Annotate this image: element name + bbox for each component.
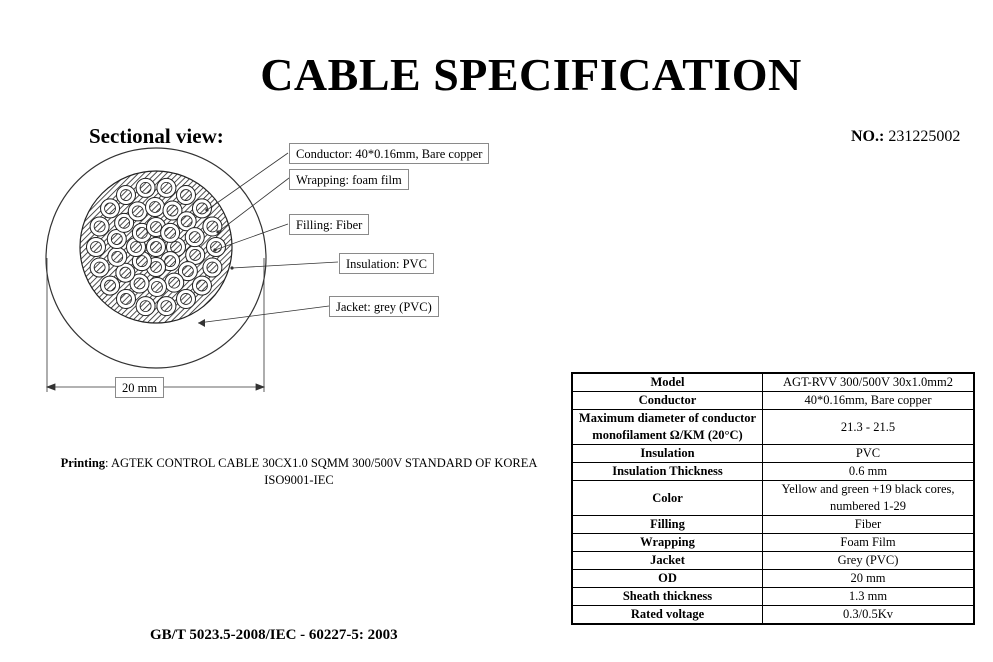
- core-conductor: [119, 217, 130, 228]
- core-conductor: [169, 277, 180, 288]
- core-conductor: [140, 301, 151, 312]
- core-conductor: [207, 221, 218, 232]
- core-conductor: [181, 216, 192, 227]
- document-number: [851, 128, 960, 146]
- spec-value: Yellow and green +19 black cores, numbered 1-29: [763, 481, 975, 516]
- spec-row: [572, 463, 974, 481]
- spec-value: 1.3 mm: [763, 588, 975, 606]
- core-conductor: [121, 190, 132, 201]
- spec-value: 21.3 - 21.5: [763, 410, 975, 445]
- spec-row: [572, 373, 974, 392]
- spec-row: [572, 445, 974, 463]
- core-conductor: [136, 227, 147, 238]
- spec-value: 0.6 mm: [763, 463, 975, 481]
- core-conductor: [112, 251, 123, 262]
- core-conductor: [190, 249, 201, 260]
- spec-value: AGT-RVV 300/500V 30x1.0mm2: [763, 373, 975, 392]
- dimension-label: 20 mm: [115, 377, 164, 398]
- callout-insulation: Insulation: PVC: [339, 253, 434, 274]
- printing-note: [40, 455, 558, 489]
- callout-filling: Filling: Fiber: [289, 214, 369, 235]
- core-conductor: [182, 266, 193, 277]
- core-conductor: [111, 234, 122, 245]
- spec-row: [572, 606, 974, 625]
- spec-key: Sheath thickness: [572, 588, 763, 606]
- core-conductor: [91, 242, 102, 253]
- spec-key: Color: [572, 481, 763, 516]
- spec-row: [572, 588, 974, 606]
- core-conductor: [151, 281, 162, 292]
- core-conductor: [181, 293, 192, 304]
- core-conductor: [134, 278, 145, 289]
- spec-value: 20 mm: [763, 570, 975, 588]
- spec-key: Jacket: [572, 552, 763, 570]
- core-conductor: [189, 232, 200, 243]
- core-conductor: [136, 256, 147, 267]
- spec-key: Insulation: [572, 445, 763, 463]
- sectional-view-heading: Sectional view:: [89, 124, 224, 148]
- core-conductor: [105, 280, 116, 291]
- printing-label: Printing: [60, 456, 106, 470]
- document-number-label: NO.:: [851, 128, 885, 145]
- spec-key: Rated voltage: [572, 606, 763, 625]
- core-conductor: [161, 301, 172, 312]
- spec-key: Insulation Thickness: [572, 463, 763, 481]
- spec-value: Foam Film: [763, 534, 975, 552]
- core-conductor: [165, 227, 176, 238]
- core-conductor: [196, 203, 207, 214]
- core-conductor: [181, 190, 192, 201]
- core-conductor: [94, 221, 105, 232]
- core-conductor: [121, 293, 132, 304]
- core-conductor: [165, 256, 176, 267]
- core-conductor: [151, 262, 162, 273]
- callout-jacket: Jacket: grey (PVC): [329, 296, 439, 317]
- spec-value: 40*0.16mm, Bare copper: [763, 392, 975, 410]
- spec-row: [572, 516, 974, 534]
- standard-reference: GB/T 5023.5-2008/IEC - 60227-5: 2003: [150, 627, 398, 643]
- core-conductor: [120, 267, 131, 278]
- spec-row: [572, 410, 974, 445]
- callout-conductor: Conductor: 40*0.16mm, Bare copper: [289, 143, 489, 164]
- core-conductor: [171, 242, 182, 253]
- page-title: CABLE SPECIFICATION: [260, 49, 802, 100]
- spec-value: 0.3/0.5Kv: [763, 606, 975, 625]
- printing-text: : AGTEK CONTROL CABLE 30CX1.0 SQMM 300/500V STANDARD OF KOREA ISO9001-IEC: [105, 456, 538, 487]
- core-conductor: [161, 182, 172, 193]
- spec-row: [572, 552, 974, 570]
- cable-cross-section-drawing: [0, 0, 560, 420]
- core-conductor: [196, 280, 207, 291]
- core-conductor: [151, 242, 162, 253]
- spec-row: [572, 534, 974, 552]
- callout-wrapping: Wrapping: foam film: [289, 169, 409, 190]
- spec-value: Grey (PVC): [763, 552, 975, 570]
- core-conductor: [140, 182, 151, 193]
- core-conductor: [94, 262, 105, 273]
- spec-table: [571, 372, 975, 625]
- core-conductor: [150, 202, 161, 213]
- spec-value: PVC: [763, 445, 975, 463]
- core-conductor: [207, 262, 218, 273]
- spec-key: OD: [572, 570, 763, 588]
- core-conductor: [167, 205, 178, 216]
- spec-key: Model: [572, 373, 763, 392]
- spec-key: Conductor: [572, 392, 763, 410]
- spec-row: [572, 481, 974, 516]
- core-conductor: [151, 222, 162, 233]
- core-conductor: [131, 242, 142, 253]
- spec-key: Wrapping: [572, 534, 763, 552]
- spec-key: Filling: [572, 516, 763, 534]
- core-conductor: [105, 203, 116, 214]
- document-number-value: 231225002: [888, 128, 961, 145]
- spec-row: [572, 392, 974, 410]
- spec-key: Maximum diameter of conductor monofilament Ω/KM (20°C): [572, 410, 763, 445]
- core-conductor: [132, 206, 143, 217]
- spec-value: Fiber: [763, 516, 975, 534]
- spec-row: [572, 570, 974, 588]
